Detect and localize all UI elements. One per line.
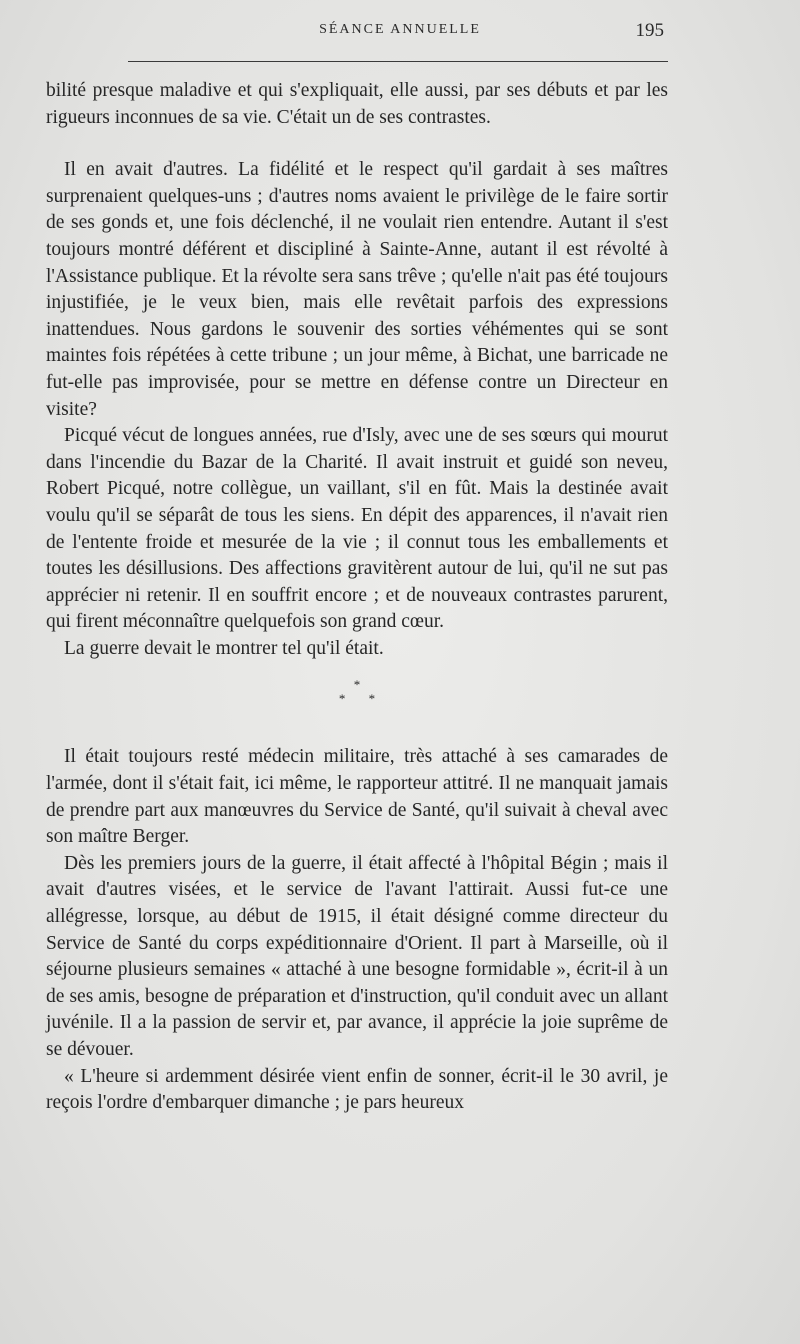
- section-separator: [46, 662, 668, 744]
- separator-stars-bottom: * *: [338, 691, 386, 707]
- header-rule: [128, 61, 668, 62]
- page-number: 195: [635, 20, 664, 41]
- paragraph-6: Dès les premiers jours de la guerre, il était affecté à l'hôpital Bégin ; mais il avait d'autres visées, et le service de l'avant l'attirait. Aussi fut-ce une allégresse, lorsque, au début de 1915, il était désigné comme directeur du Service de Santé du corps expéditionnaire d'Orient. Il part à Marseille, où il séjourne plusieurs semaines « attaché à une besogne formidable », écrit-il à un de ses amis, besogne de préparation et d'instruction, qu'il conduit avec un allant juvénile. Il a la passion de servir et, par avance, il apprécie la joie suprême de se dévouer.: [46, 852, 668, 1060]
- separator-star-top: *: [353, 677, 361, 693]
- paragraph-3: Picqué vécut de longues années, rue d'Isly, avec une de ses sœurs qui mourut dans l'incendie du Bazar de la Charité. Il avait instruit et guidé son neveu, Robert Picqué, notre collègue, un vaillant, s'il en fût. Mais la destinée avait voulu qu'il se séparât de tous les siens. En dépit des apparences, il n'avait rien de l'entente froide et mesurée de la vie ; il connut tous les emballements et toutes les désillusions. Des affections gravitèrent autour de lui, qu'il ne sut pas apprécier ni retenir. Il en souffrit encore ; et de nouveaux contrastes parurent, qui firent méconnaître quelquefois son grand cœur.: [46, 425, 668, 633]
- paragraph-1: bilité presque maladive et qui s'expliquait, elle aussi, par ses débuts et par les rigueurs inconnues de sa vie. C'était un de ses contrastes.: [46, 80, 668, 128]
- paragraph-4: La guerre devait le montrer tel qu'il était.: [64, 637, 384, 659]
- paragraph-2: Il en avait d'autres. La fidélité et le respect qu'il gardait à ses maîtres surprenaient quelques-uns ; d'autres noms avaient le privilège de le faire sortir de ses gonds et, une fois déclenché, il ne voulait rien entendre. Autant il s'est toujours montré déférent et discipliné à Sainte-Anne, autant il est révolté à l'Assistance publique. Et la révolte sera sans trêve ; qu'elle n'ait pas été toujours injustifiée, je le veux bien, mais elle revêtait parfois des expressions inattendues. Nous gardons le souvenir des sorties véhémentes qui se sont maintes fois répétées à cette tribune ; un jour même, à Bichat, une barricade ne fut-elle pas improvisée, pour se mettre en défense contre un Directeur en visite?: [46, 159, 668, 420]
- running-head: SÉANCE ANNUELLE: [319, 22, 481, 37]
- paragraph-7: « L'heure si ardemment désirée vient enfin de sonner, écrit-il le 30 avril, je reçois l'ordre d'embarquer dimanche ; je pars heureux: [46, 1065, 668, 1114]
- paragraph-5: Il était toujours resté médecin militaire, très attaché à ses camarades de l'armée, dont il s'était fait, ici même, le rapporteur attitré. Il ne manquait jamais de prendre part aux manœuvres du Service de Santé, qu'il suivait à cheval avec son maître Berger.: [46, 746, 668, 848]
- body-text: [46, 78, 668, 1117]
- page-header: [0, 20, 800, 46]
